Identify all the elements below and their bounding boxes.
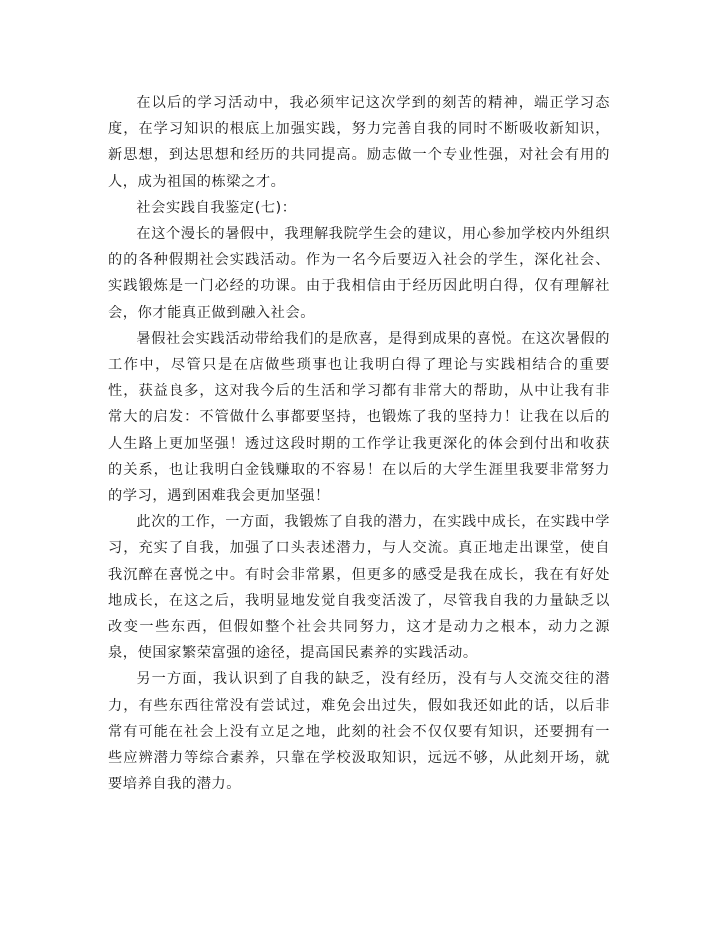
paragraph-4: 此次的工作，一方面，我锻炼了自我的潜力，在实践中成长，在实践中学习，充实了自我，加强了口头表述潜力，与人交流。真正地走出课堂，使自我沉醉在喜悦之中。有时会非常累，但更多的感受是我在成长，我在有好处地成长，在这之后，我明显地发觉自我变活泼了，尽管我自我的力量缺乏以改变一些东西，但假如整个社会共同努力，这才是动力之根本，动力之源泉，使国家繁荣富强的途径，提高国民素养的实践活动。 xyxy=(108,514,610,662)
paragraph-5: 另一方面，我认识到了自我的缺乏，没有经历，没有与人交流交往的潜力，有些东西往常没有尝试过，难免会出过失，假如我还如此的话，以后非常有可能在社会上没有立足之地，此刻的社会不仅仅要有知识，还要拥有一些应辨潜力等综合素养，只靠在学校汲取知识，远远不够，从此刻开场，就要培养自我的潜力。 xyxy=(108,671,610,793)
document-body xyxy=(108,90,610,797)
section-heading: 社会实践自我鉴定(七)： xyxy=(136,199,297,216)
paragraph-2: 在这个漫长的暑假中，我理解我院学生会的建议，用心参加学校内外组织的的各种假期社会实践活动。作为一名今后要迈入社会的学生，深化社会、实践锻炼是一门必经的功课。由于我相信由于经历因此明白得，仅有理解社会，你才能真正做到融入社会。 xyxy=(108,226,610,321)
paragraph-1: 在以后的学习活动中，我必须牢记这次学到的刻苦的精神，端正学习态度，在学习知识的根底上加强实践，努力完善自我的同时不断吸收新知识，新思想，到达思想和经历的共同提高。励志做一个专业性强，对社会有用的人，成为祖国的栋梁之才。 xyxy=(108,95,610,190)
paragraph-3: 暑假社会实践活动带给我们的是欣喜，是得到成果的喜悦。在这次暑假的工作中，尽管只是在店做些琐事也让我明白得了理论与实践相结合的重要性，获益良多，这对我今后的生活和学习都有非常大的帮助，从中让我有非常大的启发：不管做什么事都要坚持，也锻炼了我的坚持力！让我在以后的人生路上更加坚强！透过这段时期的工作学让我更深化的体会到付出和收获的关系，也让我明白金钱赚取的不容易！在以后的大学生涯里我要非常努力的学习，遇到困难我会更加坚强！ xyxy=(108,330,610,505)
